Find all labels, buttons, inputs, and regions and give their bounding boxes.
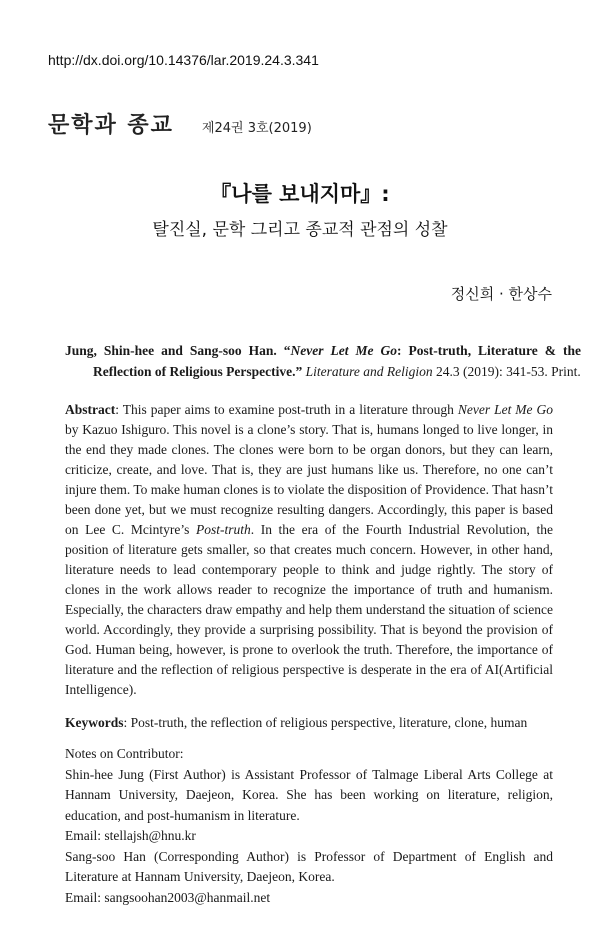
citation: [65, 340, 581, 382]
citation-authors: Jung, Shin-hee and Sang-soo Han.: [65, 343, 277, 358]
journal-logo: 문학과 종교: [48, 113, 174, 138]
citation-details: 24.3 (2019): 341-53. Print.: [435, 364, 581, 379]
abstract-italic-1: Never Let Me Go: [457, 402, 553, 417]
abstract-text-2: by Kazuo Ishiguro. This novel is a clone’s story. That is, humans longed to live longer, in the end they made clones. The clones were born to be organ donors, but they can learn, criticize, create, and love. That is, they are just humans like us. Therefore, no one can’t injure them. To make human clones is to violate the disposition of Providence. That hasn’t been done yet, but we must recognize resulting dangers. Accordingly, this paper is based on Lee C. Mcintyre’s: [65, 422, 553, 537]
keywords-label: Keywords: [65, 715, 124, 730]
paper-title: 『나를 보내지마』:: [210, 182, 390, 206]
paper-authors: 정신희 · 한상수: [450, 285, 552, 303]
abstract-text-1: : This paper aims to examine post-truth in a literature through: [115, 402, 458, 417]
notes-heading: Notes on Contributor:: [65, 746, 184, 761]
keywords: [65, 713, 553, 733]
abstract-label: Abstract: [65, 402, 116, 417]
author1-bio: Shin-hee Jung (First Author) is Assistant Professor of Talmage Liberal Arts College at Hannam University, Daejeon, Korea. She has been working on literature, religion, education, and post-humanism in literature.: [65, 766, 553, 823]
abstract: [65, 400, 553, 700]
author2-email[interactable]: Email: sangsoohan2003@hanmail.net: [65, 889, 271, 905]
journal-header: [48, 108, 312, 139]
abstract-text-3: . In the era of the Fourth Industrial Revolution, the position of literature gets smaller, so that creates much concern. However, in other hand, literature needs to lead contemporary people to think and judge rightly. The story of clones in the work allows reader to recognize the importance of truth and humanism. Especially, the characters draw empathy and help them understand the situation of science world. Accordingly, they provide a surprising possibility. That is beyond the provision of God. Human being, however, is prone to overlook the truth. Therefore, the importance of literature and the reflection of religious perspective is desperate in the era of AI(Artificial Intelligence).: [65, 522, 553, 697]
contributor-notes: [65, 744, 553, 908]
citation-title-rest: : Post-truth, Literature & the Reflection of Religious Perspective.”: [93, 343, 582, 379]
keywords-text: : Post-truth, the reflection of religious perspective, literature, clone, human: [123, 715, 528, 730]
citation-title-italic: Never Let Me Go: [290, 343, 397, 358]
author1-email[interactable]: Email: stellajsh@hnu.kr: [65, 828, 196, 843]
doi-link[interactable]: http://dx.doi.org/10.14376/lar.2019.24.3.341: [48, 52, 319, 68]
author2-bio: Sang-soo Han (Corresponding Author) is Professor of Department of English and Literature at Hannam University, Daejeon, Korea.: [65, 848, 553, 884]
citation-title-open: “: [283, 343, 291, 358]
citation-journal: Literature and Religion: [305, 364, 433, 379]
abstract-italic-2: Post-truth: [195, 522, 251, 537]
issue-info: 제24권 3호(2019): [201, 121, 312, 136]
paper-subtitle: 탈진실, 문학 그리고 종교적 관점의 성찰: [152, 220, 448, 240]
